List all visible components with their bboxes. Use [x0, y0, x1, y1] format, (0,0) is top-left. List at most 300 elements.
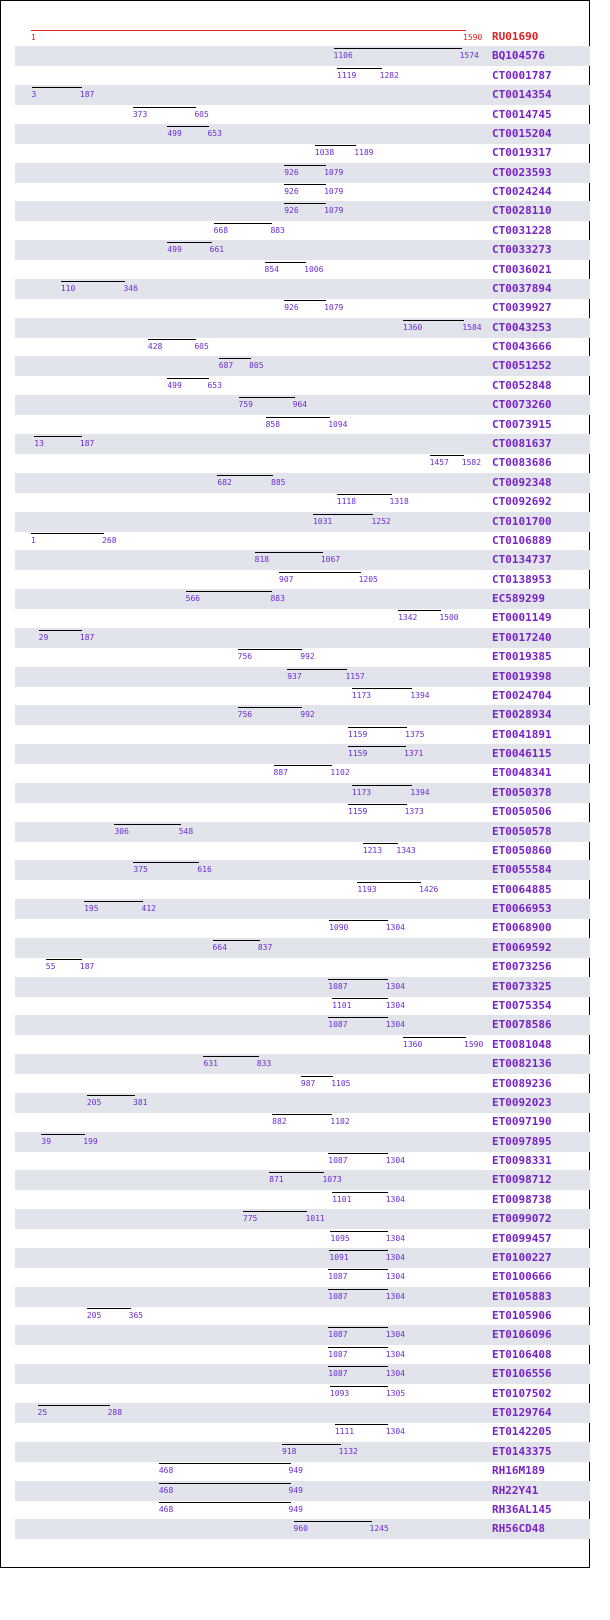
alignment-label[interactable]: CT0019317: [492, 146, 552, 160]
alignment-end: 949: [288, 1466, 303, 1476]
alignment-bar: [279, 572, 361, 573]
alignment-label[interactable]: ET0046115: [492, 747, 552, 761]
alignment-label[interactable]: BQ104576: [492, 49, 545, 63]
alignment-start: 1038: [314, 148, 335, 158]
alignment-start: 1101: [332, 1001, 352, 1010]
alignment-end: 1304: [385, 1427, 405, 1437]
alignment-label[interactable]: ET0075354: [492, 999, 552, 1012]
alignment-label[interactable]: CT0023593: [492, 165, 552, 179]
alignment-bar: [330, 1231, 387, 1232]
alignment-start: 1111: [334, 1427, 355, 1437]
alignment-label[interactable]: CT0001787: [492, 68, 552, 82]
alignment-bar: [284, 165, 326, 166]
alignment-label[interactable]: ET0098738: [492, 1192, 552, 1206]
alignment-label[interactable]: ET0050378: [492, 785, 552, 799]
alignment-row: [15, 1461, 590, 1481]
alignment-row: [15, 240, 590, 260]
alignment-bar: [334, 48, 462, 49]
alignment-row: [15, 1093, 590, 1113]
alignment-bar: [186, 591, 273, 592]
alignment-label[interactable]: ET0050578: [492, 824, 552, 838]
alignment-row: [15, 1132, 590, 1152]
alignment-label[interactable]: CT0101700: [492, 514, 552, 528]
alignment-bar: [39, 630, 82, 631]
alignment-start: 756: [237, 710, 253, 720]
alignment-start: 1031: [312, 516, 333, 526]
alignment-row: [15, 608, 590, 628]
alignment-bar: [87, 1308, 131, 1309]
alignment-end: 1343: [396, 845, 416, 855]
alignment-label[interactable]: ET0064885: [492, 882, 552, 896]
alignment-end: 1304: [385, 1272, 405, 1282]
alignment-end: 1304: [385, 1156, 405, 1166]
alignment-label[interactable]: ET0105883: [492, 1289, 552, 1303]
alignment-row: [15, 1015, 590, 1035]
alignment-bar: [167, 126, 209, 127]
alignment-label[interactable]: ET0129764: [492, 1405, 552, 1419]
alignment-label[interactable]: ET0066953: [492, 902, 552, 916]
alignment-label[interactable]: ET0100666: [492, 1270, 552, 1284]
alignment-start: 468: [158, 1504, 174, 1514]
alignment-bar: [133, 862, 199, 863]
alignment-bar: [31, 533, 104, 534]
alignment-start: 668: [213, 225, 229, 235]
alignment-end: 1305: [385, 1388, 406, 1398]
alignment-row: [15, 337, 590, 357]
alignment-end: 1079: [324, 187, 344, 197]
alignment-label[interactable]: ET0019398: [492, 669, 552, 683]
alignment-label[interactable]: ET0092023: [492, 1095, 552, 1109]
alignment-row: [15, 1151, 590, 1171]
alignment-label[interactable]: CT0052848: [492, 378, 552, 392]
alignment-bar: [133, 107, 197, 108]
alignment-row: [15, 1403, 590, 1423]
alignment-row: [15, 841, 590, 861]
alignment-end: 883: [270, 594, 285, 604]
alignment-label[interactable]: ET0024704: [492, 688, 552, 702]
alignment-row: [15, 1190, 590, 1210]
alignment-label[interactable]: CT0081637: [492, 436, 552, 450]
alignment-end: 1590: [464, 1039, 484, 1049]
alignment-bar: [159, 1502, 291, 1503]
alignment-start: 1101: [332, 1194, 352, 1204]
alignment-label[interactable]: ET0106096: [492, 1328, 552, 1342]
alignment-row: [15, 1364, 590, 1384]
alignment-row: [15, 473, 590, 493]
alignment-label[interactable]: ET0100227: [492, 1250, 552, 1264]
alignment-row: [15, 860, 590, 880]
alignment-bar: [330, 1386, 388, 1387]
alignment-end: 964: [292, 400, 308, 410]
alignment-label[interactable]: ET0019385: [492, 650, 552, 664]
alignment-label[interactable]: ET0073325: [492, 979, 552, 993]
alignment-label[interactable]: ET0097895: [492, 1134, 552, 1148]
alignment-end: 1584: [462, 322, 482, 332]
alignment-end: 992: [300, 710, 315, 720]
alignment-label[interactable]: ET0097190: [492, 1115, 552, 1129]
alignment-label[interactable]: CT0014745: [492, 107, 552, 121]
alignment-start: 926: [284, 303, 299, 313]
alignment-bar: [328, 1327, 387, 1328]
alignment-start: 907: [279, 574, 294, 584]
alignment-end: 1205: [358, 574, 378, 584]
alignment-end: 1304: [385, 923, 405, 933]
alignment-label[interactable]: CT0039927: [492, 301, 552, 315]
alignment-end: 1252: [371, 516, 391, 526]
alignment-row: [15, 589, 590, 609]
alignment-start: 1093: [329, 1388, 350, 1398]
alignment-start: 687: [218, 361, 234, 371]
alignment-row: [15, 899, 590, 919]
alignment-end: 199: [83, 1136, 98, 1146]
reference-label[interactable]: RU01690: [492, 30, 539, 43]
alignment-end: 805: [249, 361, 264, 371]
alignment-row: [15, 105, 590, 125]
alignment-label[interactable]: ET0001149: [492, 611, 552, 625]
alignment-start: 29: [38, 632, 49, 642]
alignment-end: 605: [194, 109, 209, 119]
alignment-start: 759: [238, 400, 253, 410]
alignment-row: [15, 822, 590, 842]
alignment-label[interactable]: ET0099457: [492, 1231, 552, 1245]
alignment-end: 1304: [385, 1291, 405, 1301]
alignment-bar: [148, 339, 196, 340]
alignment-start: 871: [269, 1175, 284, 1185]
alignment-label[interactable]: CT0028110: [492, 204, 552, 218]
alignment-start: 1173: [351, 690, 372, 700]
alignment-bar: [167, 242, 211, 243]
alignment-label[interactable]: CT0073260: [492, 398, 552, 412]
alignment-bar: [329, 1250, 387, 1251]
alignment-label[interactable]: CT0031228: [492, 223, 552, 237]
alignment-start: 1087: [328, 1020, 348, 1030]
alignment-bar: [348, 746, 406, 747]
alignment-start: 306: [114, 826, 129, 836]
alignment-end: 1318: [389, 497, 409, 507]
alignment-row: [15, 143, 590, 163]
alignment-start: 1213: [362, 845, 383, 855]
alignment-bar: [219, 358, 251, 359]
alignment-start: 1106: [333, 51, 353, 61]
alignment-start: 1087: [328, 981, 348, 991]
alignment-start: 499: [167, 380, 182, 390]
alignment-label[interactable]: ET0048341: [492, 766, 552, 780]
alignment-row: [15, 531, 590, 551]
alignment-end: 1371: [404, 749, 424, 759]
alignment-end: 1157: [345, 671, 365, 681]
alignment-row: [15, 201, 590, 221]
alignment-row: [15, 1248, 590, 1268]
alignment-start: 775: [242, 1214, 258, 1224]
alignment-end: 187: [79, 90, 95, 100]
alignment-end: 833: [256, 1059, 272, 1069]
alignment-end: 1304: [385, 1330, 405, 1340]
alignment-start: 3: [31, 90, 37, 100]
alignment-bar: [61, 281, 126, 282]
alignment-row: [15, 686, 590, 706]
alignment-start: 1159: [348, 749, 368, 759]
alignment-label[interactable]: CT0092692: [492, 495, 552, 509]
alignment-bar: [167, 378, 209, 379]
alignment-label[interactable]: CT0092348: [492, 475, 552, 489]
alignment-start: 858: [265, 419, 281, 429]
alignment-start: 428: [147, 342, 163, 352]
alignment-label[interactable]: CT0073915: [492, 417, 552, 431]
alignment-label[interactable]: CT0043666: [492, 340, 552, 354]
alignment-start: 926: [284, 206, 299, 216]
alignment-row: [15, 996, 590, 1016]
alignment-end: 1067: [320, 555, 341, 565]
alignment-end: 1304: [385, 1233, 405, 1243]
alignment-end: 885: [271, 477, 286, 487]
alignment-start: 987: [300, 1078, 316, 1088]
alignment-bar: [284, 300, 326, 301]
alignment-label[interactable]: ET0105906: [492, 1309, 552, 1323]
alignment-row: [15, 85, 590, 105]
alignment-bar: [203, 1056, 258, 1057]
alignment-end: 1426: [419, 884, 439, 894]
alignment-label[interactable]: ET0081048: [492, 1037, 552, 1051]
alignment-start: 664: [212, 942, 227, 952]
alignment-bar: [114, 824, 180, 825]
alignment-start: 1360: [403, 1039, 423, 1049]
alignment-row: [15, 1442, 590, 1462]
alignment-start: 566: [185, 594, 201, 604]
alignment-end: 992: [300, 652, 315, 662]
alignment-start: 1087: [328, 1272, 348, 1282]
alignment-label[interactable]: RH16M189: [492, 1464, 545, 1478]
alignment-label[interactable]: CT0051252: [492, 359, 552, 373]
alignment-start: 499: [167, 128, 182, 138]
alignment-end: 1304: [385, 981, 405, 991]
alignment-label[interactable]: ET0068900: [492, 921, 552, 935]
alignment-end: 381: [133, 1097, 148, 1107]
alignment-bar: [32, 87, 82, 88]
alignment-start: 1173: [351, 787, 372, 797]
alignment-bar: [84, 901, 143, 902]
alignment-label[interactable]: ET0106556: [492, 1367, 552, 1381]
alignment-label[interactable]: CT0106889: [492, 533, 552, 547]
alignment-bar: [328, 1347, 387, 1348]
alignment-label[interactable]: ET0017240: [492, 630, 552, 644]
alignment-row: [15, 124, 590, 144]
alignment-label[interactable]: ET0098331: [492, 1154, 552, 1168]
alignment-bar: [87, 1095, 135, 1096]
alignment-end: 1073: [322, 1175, 342, 1185]
alignment-bar: [328, 979, 387, 980]
alignment-end: 1105: [331, 1078, 351, 1088]
alignment-row: [15, 1325, 590, 1345]
alignment-row: [15, 1422, 590, 1442]
alignment-end: 1394: [410, 690, 430, 700]
alignment-row: [15, 356, 590, 376]
alignment-end: 1102: [330, 1117, 350, 1127]
alignment-label[interactable]: ET0041891: [492, 727, 552, 741]
alignment-start: 854: [264, 264, 279, 274]
alignment-row: [15, 376, 590, 396]
alignment-start: 375: [133, 865, 148, 875]
alignment-label[interactable]: CT0138953: [492, 572, 552, 586]
alignment-label[interactable]: CT0043253: [492, 320, 552, 334]
alignment-bar: [284, 203, 326, 204]
alignment-end: 1132: [338, 1446, 358, 1456]
alignment-label[interactable]: CT0014354: [492, 88, 552, 102]
alignment-label[interactable]: ET0055584: [492, 863, 552, 877]
alignment-bar: [328, 1017, 387, 1018]
alignment-bar: [328, 1269, 387, 1270]
alignment-row: [15, 66, 590, 86]
alignment-end: 268: [102, 535, 117, 545]
alignment-start: 1087: [328, 1349, 348, 1359]
alignment-label[interactable]: CT0024244: [492, 185, 552, 199]
alignment-start: 1095: [330, 1233, 350, 1243]
alignment-row: [15, 1074, 590, 1094]
alignment-row: [15, 705, 590, 725]
alignment-label[interactable]: ET0143375: [492, 1444, 552, 1458]
alignment-end: 187: [79, 438, 95, 448]
alignment-end: 661: [209, 245, 225, 255]
alignment-label[interactable]: ET0028934: [492, 708, 552, 722]
alignment-row: [15, 434, 590, 454]
alignment-end: 883: [270, 225, 285, 235]
alignment-bar: [328, 1289, 387, 1290]
alignment-bar: [301, 1076, 333, 1077]
alignment-bar: [255, 552, 323, 553]
alignment-end: 412: [141, 904, 156, 914]
alignment-start: 1457: [429, 458, 449, 468]
alignment-start: 1159: [348, 729, 368, 739]
reference-bar: [31, 30, 466, 31]
alignment-start: 468: [158, 1466, 174, 1476]
alignment-bar: [46, 959, 82, 960]
alignment-start: 1342: [398, 613, 418, 623]
alignment-row: [15, 977, 590, 997]
alignment-bar: [159, 1483, 291, 1484]
alignment-end: 1079: [324, 206, 344, 216]
alignment-label[interactable]: RH56CD48: [492, 1522, 545, 1536]
alignment-label[interactable]: ET0082136: [492, 1057, 552, 1071]
alignment-bar: [238, 707, 303, 708]
alignment-label[interactable]: ET0069592: [492, 940, 552, 954]
alignment-row: [15, 1287, 590, 1307]
alignment-end: 1574: [459, 51, 479, 61]
alignment-bar: [274, 765, 333, 766]
alignment-end: 548: [178, 826, 194, 836]
alignment-end: 187: [79, 962, 95, 972]
alignment-label[interactable]: CT0134737: [492, 553, 552, 567]
alignment-label[interactable]: CT0037894: [492, 281, 552, 295]
alignment-bar: [266, 417, 331, 418]
alignment-label[interactable]: ET0050506: [492, 805, 552, 819]
alignment-end: 365: [128, 1311, 144, 1321]
alignment-end: 1011: [305, 1214, 325, 1224]
alignment-row: [15, 1267, 590, 1287]
alignment-row: [15, 1035, 590, 1055]
alignment-start: 926: [284, 167, 299, 177]
alignment-end: 346: [123, 283, 138, 293]
alignment-end: 1079: [324, 167, 344, 177]
alignment-row: [15, 647, 590, 667]
alignment-end: 1373: [404, 807, 424, 817]
alignment-label[interactable]: CT0033273: [492, 243, 552, 257]
alignment-end: 837: [257, 942, 273, 952]
alignment-bar: [403, 320, 464, 321]
alignment-bar: [430, 455, 464, 456]
alignment-row: [15, 1112, 590, 1132]
alignment-row: [15, 1229, 590, 1249]
alignment-row: [15, 1209, 590, 1229]
alignment-end: 288: [107, 1407, 123, 1417]
alignment-end: 1102: [330, 768, 350, 778]
alignment-bar: [357, 882, 421, 883]
alignment-label[interactable]: ET0078586: [492, 1018, 552, 1032]
alignment-row: [15, 1345, 590, 1365]
alignment-start: 1091: [329, 1252, 349, 1262]
alignment-start: 937: [287, 671, 302, 681]
alignment-row: [15, 802, 590, 822]
alignment-start: 1087: [328, 1369, 348, 1379]
alignment-start: 818: [254, 555, 270, 565]
alignment-label[interactable]: ET0050860: [492, 843, 552, 857]
alignment-bar: [328, 1153, 387, 1154]
alignment-bar: [294, 1521, 372, 1522]
alignment-label[interactable]: CT0036021: [492, 262, 552, 276]
alignment-label[interactable]: ET0098712: [492, 1173, 552, 1187]
alignment-label[interactable]: RH36AL145: [492, 1502, 552, 1516]
alignment-start: 1090: [329, 923, 349, 933]
alignment-start: 373: [132, 109, 148, 119]
alignment-row: [15, 550, 590, 570]
alignment-label[interactable]: ET0089236: [492, 1076, 552, 1090]
alignment-label[interactable]: CT0083686: [492, 456, 552, 470]
alignment-bar: [41, 1134, 85, 1135]
alignment-label[interactable]: ET0073256: [492, 960, 552, 974]
alignment-start: 682: [217, 477, 232, 487]
alignment-label[interactable]: ET0142205: [492, 1425, 552, 1439]
alignment-label[interactable]: ET0106408: [492, 1347, 552, 1361]
alignment-label[interactable]: RH22Y41: [492, 1483, 539, 1497]
alignment-start: 926: [284, 187, 299, 197]
alignment-end: 1394: [410, 787, 430, 797]
alignment-bar: [239, 397, 295, 398]
alignment-start: 918: [282, 1446, 297, 1456]
alignment-row: [15, 298, 590, 318]
alignment-end: 653: [207, 128, 222, 138]
alignment-end: 1079: [324, 303, 344, 313]
alignment-row: [15, 318, 590, 338]
alignment-start: 1193: [357, 884, 377, 894]
alignment-row: [15, 880, 590, 900]
alignment-row: [15, 1481, 590, 1501]
alignment-label[interactable]: ET0107502: [492, 1386, 552, 1400]
alignment-start: 887: [273, 768, 288, 778]
alignment-end: 1304: [385, 1369, 405, 1379]
alignment-label[interactable]: ET0099072: [492, 1212, 552, 1226]
alignment-end: 187: [79, 632, 95, 642]
alignment-row: [15, 918, 590, 938]
alignment-row: [15, 725, 590, 745]
alignment-row: [15, 1384, 590, 1404]
alignment-row: [15, 763, 590, 783]
alignment-end: 1375: [405, 729, 425, 739]
alignment-start: 1119: [337, 70, 357, 80]
alignment-label[interactable]: CT0015204: [492, 126, 552, 140]
reference-end: 1590: [463, 33, 483, 42]
alignment-label[interactable]: EC589299: [492, 592, 545, 606]
alignment-bar: [352, 688, 413, 689]
alignment-end: 1500: [439, 613, 459, 623]
alignment-start: 195: [84, 904, 99, 914]
